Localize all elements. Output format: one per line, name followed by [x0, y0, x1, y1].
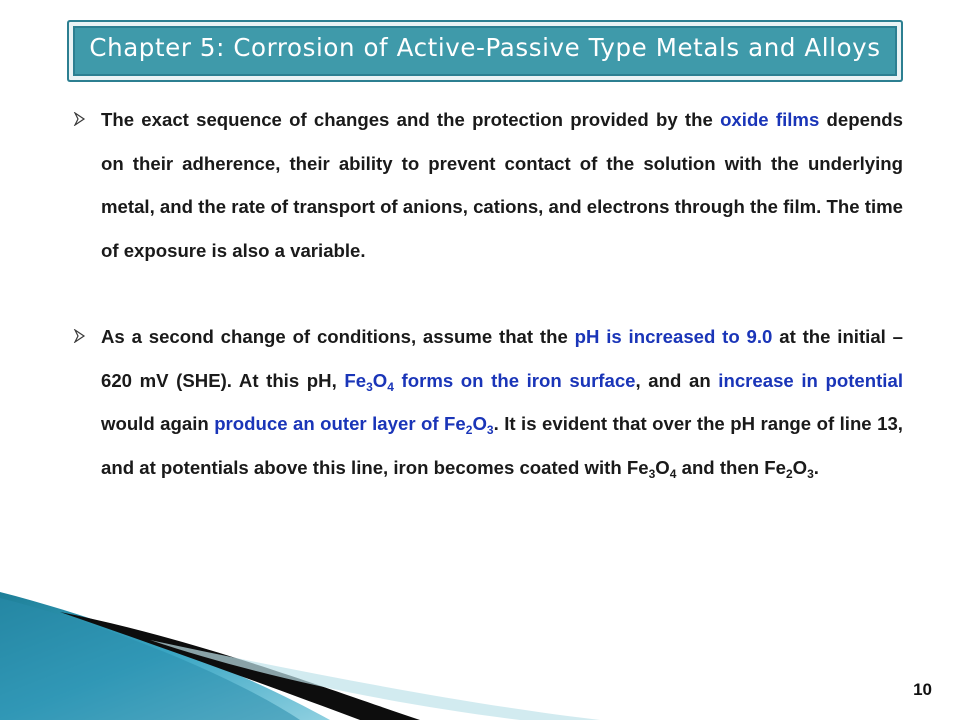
bullet-text: would again [101, 413, 215, 434]
highlighted-term: increase in potential [718, 369, 903, 391]
subscript: 3 [648, 466, 656, 481]
bullet-text: The exact sequence of changes and the protection provided by the [101, 109, 721, 130]
formula-text: O [792, 456, 808, 478]
slide-title: Chapter 5: Corrosion of Active-Passive Type Metals and Alloys [89, 33, 881, 62]
subscript: 2 [785, 466, 793, 481]
subscript: 3 [486, 423, 494, 437]
bullet-text: and then Fe [676, 456, 786, 478]
highlighted-term [214, 413, 494, 437]
highlighted-term: oxide films [720, 109, 820, 130]
title-bar [67, 20, 903, 82]
slide-content [73, 98, 903, 489]
bullet-text: at the initial –620 mV (SHE). At this pH, [101, 326, 903, 391]
arrow-bullet-icon [73, 329, 86, 343]
arrow-bullet-icon [73, 112, 86, 126]
formula-text: Fe [344, 369, 367, 391]
subscript: 4 [387, 379, 394, 394]
formula-text: O [655, 456, 670, 478]
bullet-text: As a second change of conditions, assume that the [101, 326, 575, 347]
bullet-text: . It is evident that over the pH range of line 13, and at potentials above this line, iron becomes coated with Fe [101, 413, 903, 478]
highlighted-term: pH is increased to 9.0 [574, 326, 773, 347]
subscript: 2 [465, 423, 473, 437]
highlighted-term [344, 369, 636, 394]
bullet-item-2 [73, 315, 903, 489]
subscript: 3 [366, 379, 373, 394]
formula-text: forms on the iron surface [393, 369, 636, 391]
subscript: 3 [807, 466, 814, 481]
formula-text: O [472, 413, 487, 434]
bullet-text: , and an [635, 369, 719, 391]
bullet-text: depends on their adherence, their ability to prevent contact of the solution with the underlying metal, and the rate of transport of anions, cations, and electrons through the film. The time of exposure is also a variable. [101, 109, 903, 261]
page-number: 10 [913, 680, 932, 699]
subscript: 4 [669, 466, 677, 481]
bullet-item-1 [73, 98, 903, 272]
formula-text: produce an outer layer of Fe [214, 413, 466, 434]
formula-text: O [372, 369, 388, 391]
bullet-text: . [813, 456, 819, 478]
